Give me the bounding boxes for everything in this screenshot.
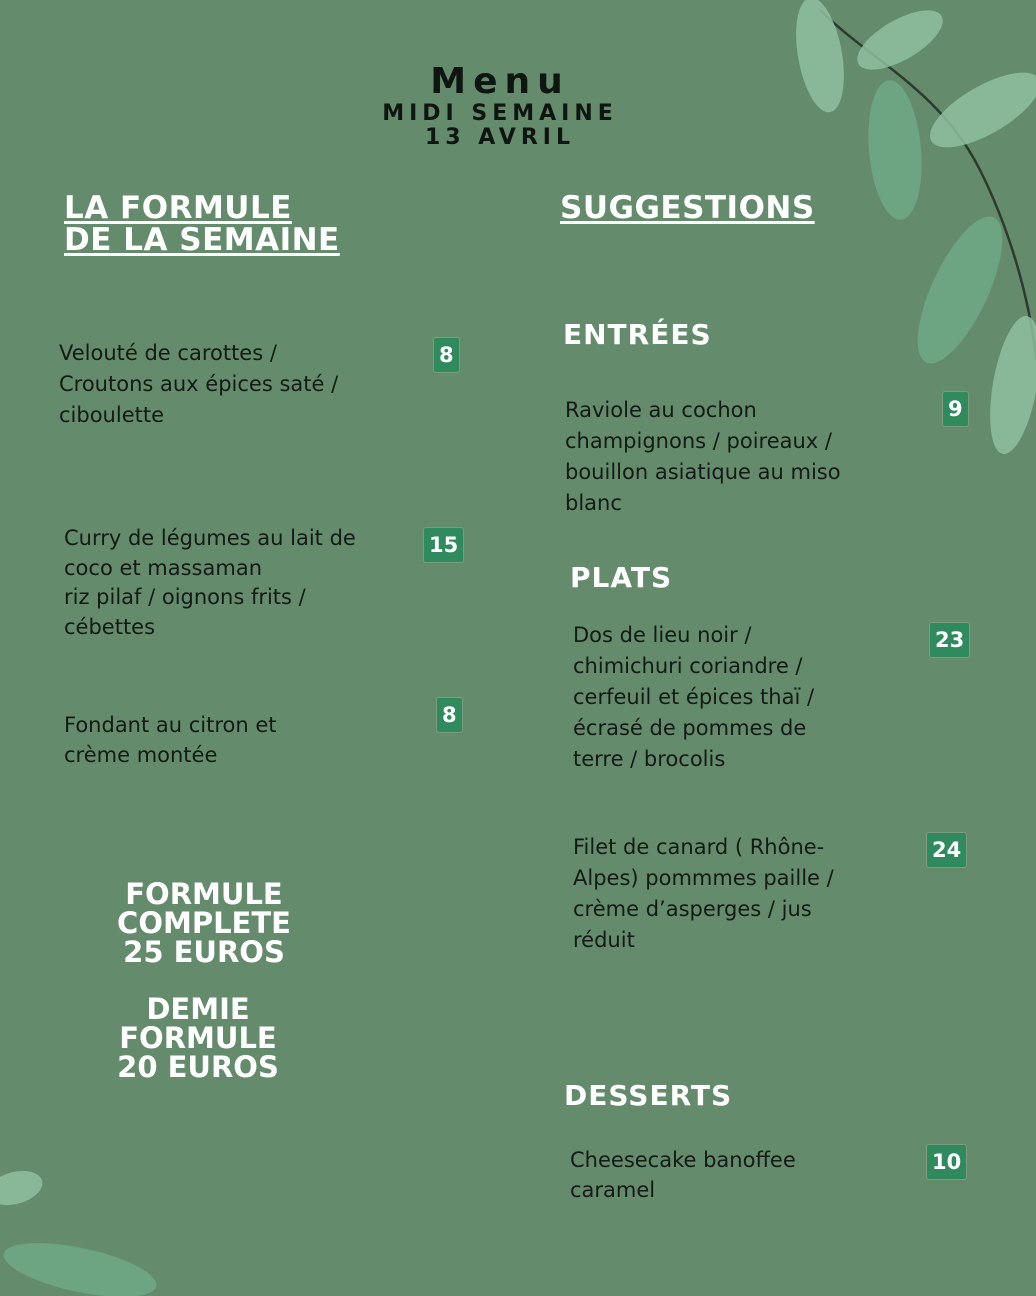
formule-complete-price: 25 EUROS xyxy=(123,935,285,969)
price-badge: 9 xyxy=(943,392,968,426)
formule-item-2: Curry de légumes au lait de coco et massaman riz pilaf / oignons frits / cébettes xyxy=(64,526,356,639)
leaf-branch-bottom-left xyxy=(0,1150,170,1296)
formule-item-1: Velouté de carottes / Croutons aux épices saté / ciboulette xyxy=(59,341,339,427)
demie-formule-line2: FORMULE xyxy=(119,1021,277,1055)
price-badge: 8 xyxy=(437,698,462,732)
demie-formule-price: 20 EUROS xyxy=(117,1050,279,1084)
menu-subtitle: MIDI SEMAINE xyxy=(382,101,618,126)
suggestions-heading: SUGGESTIONS xyxy=(560,190,815,226)
menu-header xyxy=(0,62,1000,150)
formule-heading-line2: DE LA SEMAINE xyxy=(64,222,340,258)
price-badge: 15 xyxy=(424,528,463,562)
price-badge: 8 xyxy=(434,338,459,372)
plats-heading: PLATS xyxy=(570,561,673,594)
formule-complete-line1: FORMULE xyxy=(125,877,283,911)
demie-formule xyxy=(68,992,328,1084)
menu-title: Menu xyxy=(430,61,570,102)
price-badge: 24 xyxy=(927,833,966,867)
formule-heading xyxy=(64,192,340,256)
plat-item-1: Dos de lieu noir / chimichuri coriandre / cerfeuil et épices thaï / écrasé de pommes de terre / brocolis xyxy=(573,623,815,771)
formule-complete xyxy=(74,877,334,969)
formule-heading-line1: LA FORMULE xyxy=(64,190,292,226)
dessert-item-1: Cheesecake banoffee caramel xyxy=(570,1148,796,1202)
formule-complete-line2: COMPLETE xyxy=(117,906,291,940)
price-badge: 10 xyxy=(927,1145,966,1179)
entrees-heading: ENTRÉES xyxy=(563,318,712,351)
formule-item-3: Fondant au citron et crème montée xyxy=(64,713,277,767)
plat-item-2: Filet de canard ( Rhône- Alpes) pommmes paille / crème d’asperges / jus réduit xyxy=(573,835,834,952)
desserts-heading: DESSERTS xyxy=(564,1079,733,1112)
menu-date: 13 AVRIL xyxy=(425,125,575,150)
price-badge: 23 xyxy=(930,623,969,657)
demie-formule-line1: DEMIE xyxy=(146,992,250,1026)
entree-item-1: Raviole au cochon champignons / poireaux / bouillon asiatique au miso blanc xyxy=(565,398,841,515)
